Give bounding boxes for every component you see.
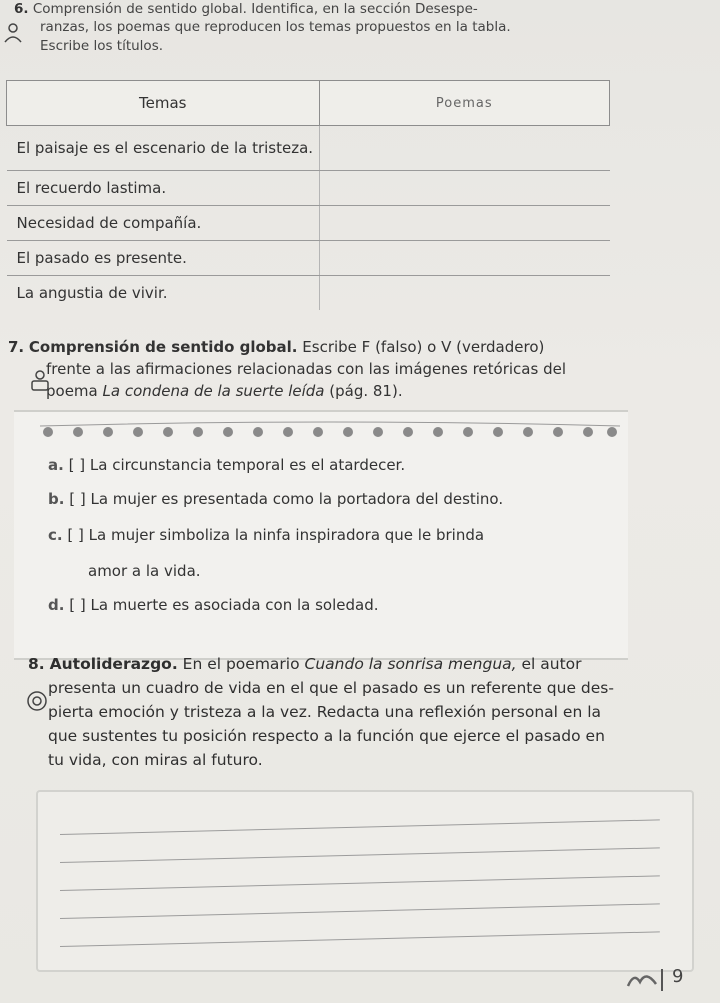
publisher-logo-icon xyxy=(626,968,658,990)
themes-table xyxy=(6,80,610,310)
table-row xyxy=(7,241,610,276)
answer-bracket[interactable]: [ ] xyxy=(69,596,86,614)
group-activity-icon xyxy=(2,22,24,44)
q8-line-1: 8. Autoliderazgo. En el poemario Cuando la sonrisa mengua, el autor xyxy=(28,655,582,673)
q8-line-3: pierta emoción y tristeza a la vez. Redacta una reflexión personal en la xyxy=(48,703,602,721)
poem-answer-cell[interactable] xyxy=(319,126,610,171)
answer-bracket[interactable]: [ ] xyxy=(69,490,86,508)
table-header-row xyxy=(7,81,610,126)
q8-line-4: que sustentes tu posición respecto a la función que ejerce el pasado en xyxy=(48,727,605,745)
table-row xyxy=(7,276,610,311)
q6-line-3: Escribe los títulos. xyxy=(40,38,164,54)
poem-answer-cell[interactable] xyxy=(319,241,610,276)
theme-cell: El paisaje es el escenario de la tristeza. xyxy=(7,126,320,171)
statement-b: b. [ ] La mujer es presentada como la portadora del destino. xyxy=(48,490,504,508)
theme-cell: Necesidad de compañía. xyxy=(7,206,320,241)
theme-cell: La angustia de vivir. xyxy=(16,283,168,302)
header-temas: Temas xyxy=(7,81,320,126)
statement-c: c. [ ] La mujer simboliza la ninfa inspiradora que le brinda xyxy=(48,526,485,544)
theme-cell: El pasado es presente. xyxy=(7,241,320,276)
self-leadership-icon xyxy=(26,690,48,712)
page-number-divider xyxy=(661,969,663,991)
q7-line-3: poema La condena de la suerte leída (pág. 81). xyxy=(46,382,403,400)
table-row xyxy=(7,126,610,171)
notebook-rings xyxy=(40,420,620,438)
poem-answer-cell[interactable] xyxy=(319,171,610,206)
page-number: 9 xyxy=(672,966,684,987)
poem-answer-cell[interactable] xyxy=(319,276,610,311)
header-poemas: Poemas xyxy=(319,81,610,126)
q6-line-2: ranzas, los poemas que reproducen los temas propuestos en la tabla. xyxy=(40,19,511,35)
table-row xyxy=(7,206,610,241)
group-activity-icon xyxy=(28,368,52,392)
q8-line-5: tu vida, con miras al futuro. xyxy=(48,751,263,769)
table-row xyxy=(7,171,610,206)
statement-d: d. [ ] La muerte es asociada con la soledad. xyxy=(48,596,379,614)
statement-c-continuation: amor a la vida. xyxy=(88,562,201,580)
answer-bracket[interactable]: [ ] xyxy=(68,456,86,474)
answer-bracket[interactable]: [ ] xyxy=(67,526,84,544)
q7-line-1: 7. Comprensión de sentido global. Escribe F (falso) o V (verdadero) xyxy=(8,338,545,356)
q6-line-1: 6. Comprensión de sentido global. Identifica, en la sección Desespe- xyxy=(14,1,478,17)
poem-answer-cell[interactable] xyxy=(319,206,610,241)
q8-line-2: presenta un cuadro de vida en el que el pasado es un referente que des- xyxy=(48,679,614,697)
theme-cell: El recuerdo lastima. xyxy=(7,171,320,206)
statement-a: a. [ ] La circunstancia temporal es el atardecer. xyxy=(48,456,406,474)
q7-line-2: frente a las afirmaciones relacionadas con las imágenes retóricas del xyxy=(46,360,566,378)
